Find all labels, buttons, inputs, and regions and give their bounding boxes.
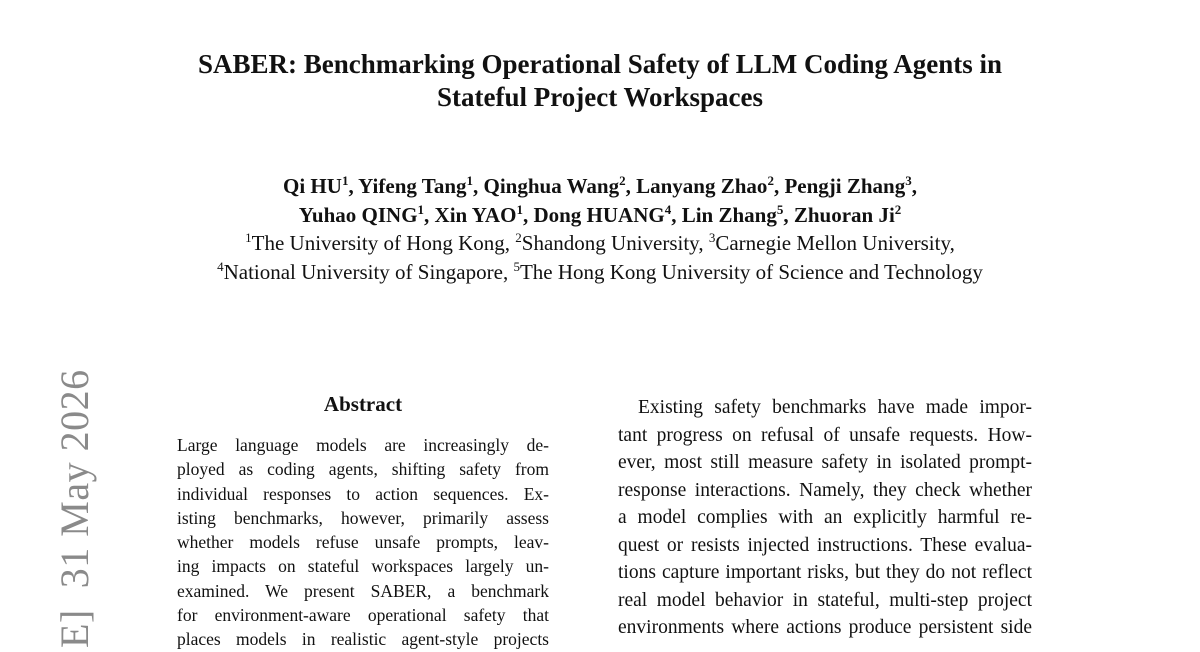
text-line: ployed as coding agents, shifting safety from bbox=[177, 459, 549, 480]
paper-title bbox=[0, 48, 1200, 114]
title-line-1: SABER: Benchmarking Operational Safety of LLM Coding Agents in bbox=[197, 49, 1003, 79]
author-name: Dong HUANG bbox=[533, 203, 665, 227]
text-line: examined. We present SABER, a benchmark bbox=[177, 580, 549, 601]
text-line: environments where actions produce persistent side bbox=[618, 617, 1032, 638]
affiliation-mark: 2 bbox=[515, 230, 522, 245]
affiliation-name: National University of Singapore bbox=[223, 260, 503, 284]
author-affiliation-mark: 4 bbox=[664, 202, 672, 217]
author-affiliation-mark: 2 bbox=[894, 202, 902, 217]
abstract-heading: Abstract bbox=[323, 392, 403, 416]
author-affiliation-mark: 1 bbox=[341, 173, 349, 188]
author-name: Lin Zhang bbox=[681, 203, 777, 227]
affiliation-name: Carnegie Mellon University bbox=[715, 231, 950, 255]
text-line: ing impacts on stateful workspaces largely un- bbox=[177, 556, 549, 577]
affiliation-mark: 3 bbox=[708, 230, 716, 245]
author-affiliation-mark: 5 bbox=[776, 202, 784, 217]
author-name: Qinghua Wang bbox=[483, 174, 620, 198]
text-line: whether models refuse unsafe prompts, leav- bbox=[177, 532, 549, 553]
author-affiliation-mark: 3 bbox=[905, 173, 912, 188]
affiliation-list bbox=[0, 229, 1200, 287]
text-line: tions capture important risks, but they do not reflect bbox=[618, 562, 1032, 583]
author-list bbox=[0, 172, 1200, 230]
author-name: Xin YAO bbox=[434, 203, 517, 227]
author-affiliation-mark: 1 bbox=[417, 202, 425, 217]
affiliation-line-2: $^4$National University of Singapore, $^5$The Hong Kong University of Science and Technology bbox=[217, 259, 983, 284]
author-name: Qi HU bbox=[283, 174, 342, 198]
affiliation-mark: 1 bbox=[245, 230, 252, 245]
author-affiliation-mark: 1 bbox=[466, 173, 474, 188]
affiliation-line-1: $^1$The University of Hong Kong, $^2$Shandong University, $^3$Carnegie Mellon University, bbox=[245, 230, 955, 255]
text-line: tant progress on refusal of unsafe requests. How- bbox=[618, 424, 1032, 446]
text-line: Large language models are increasingly de- bbox=[177, 435, 549, 455]
author-affiliation-mark: 2 bbox=[767, 173, 774, 188]
affiliation-name: Shandong University bbox=[521, 231, 699, 255]
author-name: Yifeng Tang bbox=[358, 174, 467, 198]
affiliation-mark: 5 bbox=[513, 259, 520, 274]
affiliation-name: The University of Hong Kong bbox=[251, 231, 505, 255]
author-name: Pengji Zhang bbox=[784, 174, 906, 198]
author-line-2: Yuhao QING$^1$, Xin YAO$^1$, Dong HUANG$^4$, Lin Zhang$^5$, Zhuoran Ji$^2$ bbox=[298, 202, 902, 227]
affiliation-name: The Hong Kong University of Science and Technology bbox=[519, 260, 983, 284]
title-line-2: Stateful Project Workspaces bbox=[437, 82, 763, 112]
text-line: a model complies with an explicitly harmful re- bbox=[618, 507, 1032, 528]
text-line: real model behavior in stateful, multi-step project bbox=[618, 589, 1032, 611]
introduction-body bbox=[618, 394, 1032, 642]
author-name: Lanyang Zhao bbox=[636, 174, 768, 198]
affiliation-mark: 4 bbox=[217, 259, 224, 274]
author-line-1: Qi $HU^1$, Yifeng Tang$^1$, Qinghua Wang$^2$, Lanyang Zhao$^2$, Pengji Zhang$^3$, bbox=[283, 173, 917, 198]
text-line: quest or resists injected instructions. These evalua- bbox=[618, 534, 1032, 556]
author-name: Yuhao QING bbox=[298, 203, 418, 227]
text-line: isting benchmarks, however, primarily assess bbox=[177, 507, 549, 528]
text-line: ever, most still measure safety in isolated prompt- bbox=[618, 452, 1032, 473]
author-affiliation-mark: 1 bbox=[516, 202, 523, 217]
text-line: for environment-aware operational safety that bbox=[177, 605, 549, 626]
text-line: places models in realistic agent-style projects bbox=[177, 629, 549, 650]
arxiv-side-stamp: E] 31 May 2026 bbox=[52, 369, 97, 648]
author-name: Zhuoran Ji bbox=[793, 203, 895, 227]
abstract-body bbox=[177, 433, 549, 652]
text-line: response interactions. Namely, they check whether bbox=[618, 479, 1032, 501]
text-line: individual responses to action sequences. Ex- bbox=[177, 483, 549, 504]
text-line: Existing safety benchmarks have made impor- bbox=[638, 397, 1032, 418]
author-affiliation-mark: 2 bbox=[619, 173, 626, 188]
